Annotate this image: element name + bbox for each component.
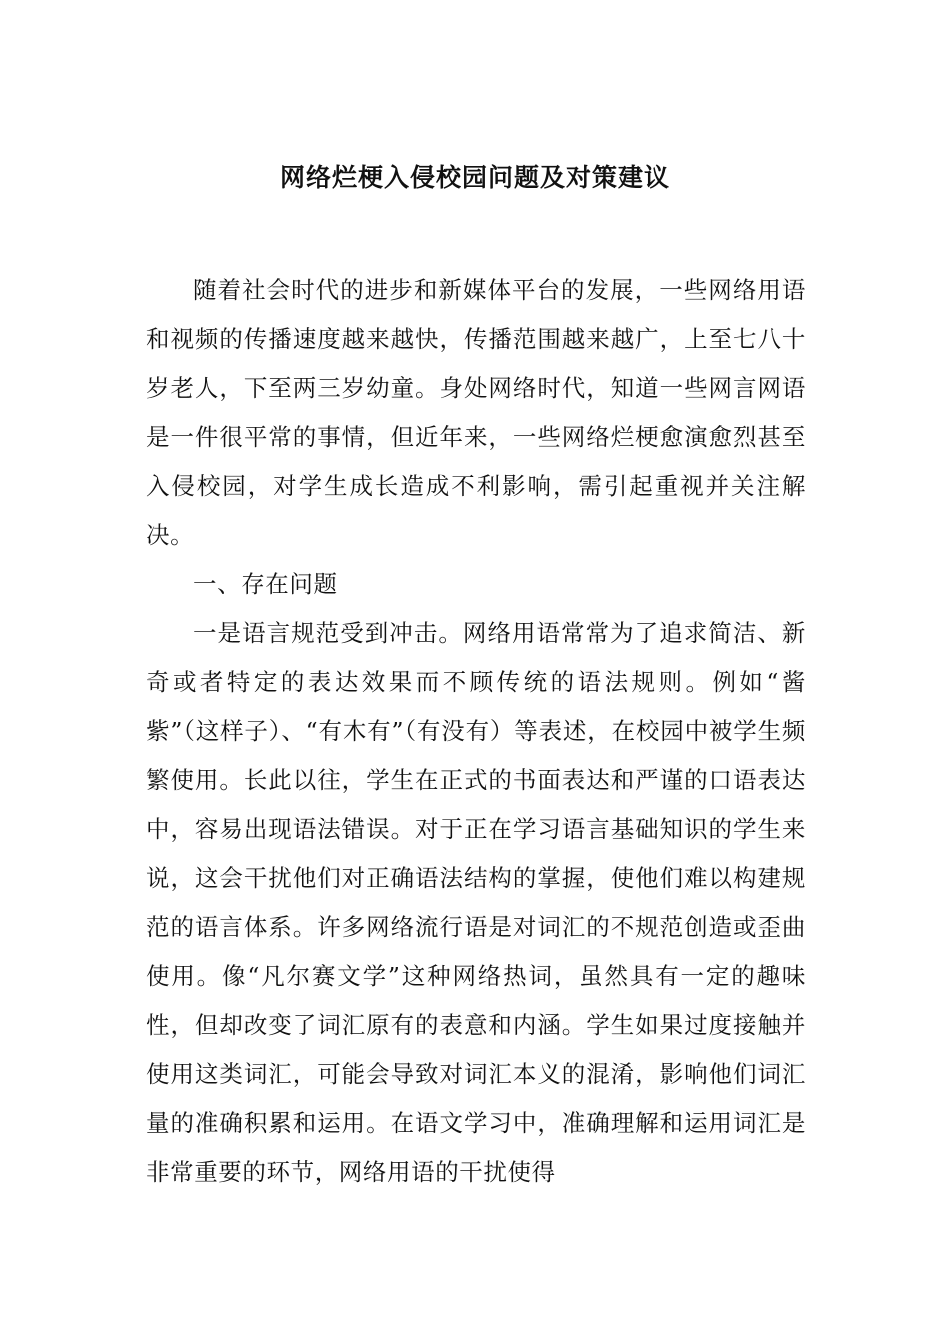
section-heading-problems: 一、存在问题	[193, 570, 338, 598]
paragraph-intro: 随着社会时代的进步和新媒体平台的发展，一些网络用语和视频的传播速度越来越快，传播范围越来越广，上至七八十岁老人，下至两三岁幼童。身处网络时代，知道一些网言网语是一件很平常的事情，但近年来，一些网络烂梗愈演愈烈甚至入侵校园，对学生成长造成不利影响，需引起重视并关注解决。	[146, 276, 806, 549]
document-body	[146, 266, 806, 1197]
paragraph-language-norms: 一是语言规范受到冲击。网络用语常常为了追求简洁、新奇或者特定的表达效果而不顾传统的语法规则。例如“酱紫”（这样子）、“有木有”（有没有）等表述，在校园中被学生频繁使用。长此以往，学生在正式的书面表达和严谨的口语表达中，容易出现语法错误。对于正在学习语言基础知识的学生来说，这会干扰他们对正确语法结构的掌握，使他们难以构建规范的语言体系。许多网络流行语是对词汇的不规范创造或歪曲使用。像“凡尔赛文学”这种网络热词，虽然具有一定的趣味性，但却改变了词汇原有的表意和内涵。学生如果过度接触并使用这类词汇，可能会导致对词汇本义的混淆，影响他们词汇量的准确积累和运用。在语文学习中，准确理解和运用词汇是非常重要的环节，网络用语的干扰使得	[146, 619, 806, 1186]
document-title: 网络烂梗入侵校园问题及对策建议	[279, 163, 670, 192]
